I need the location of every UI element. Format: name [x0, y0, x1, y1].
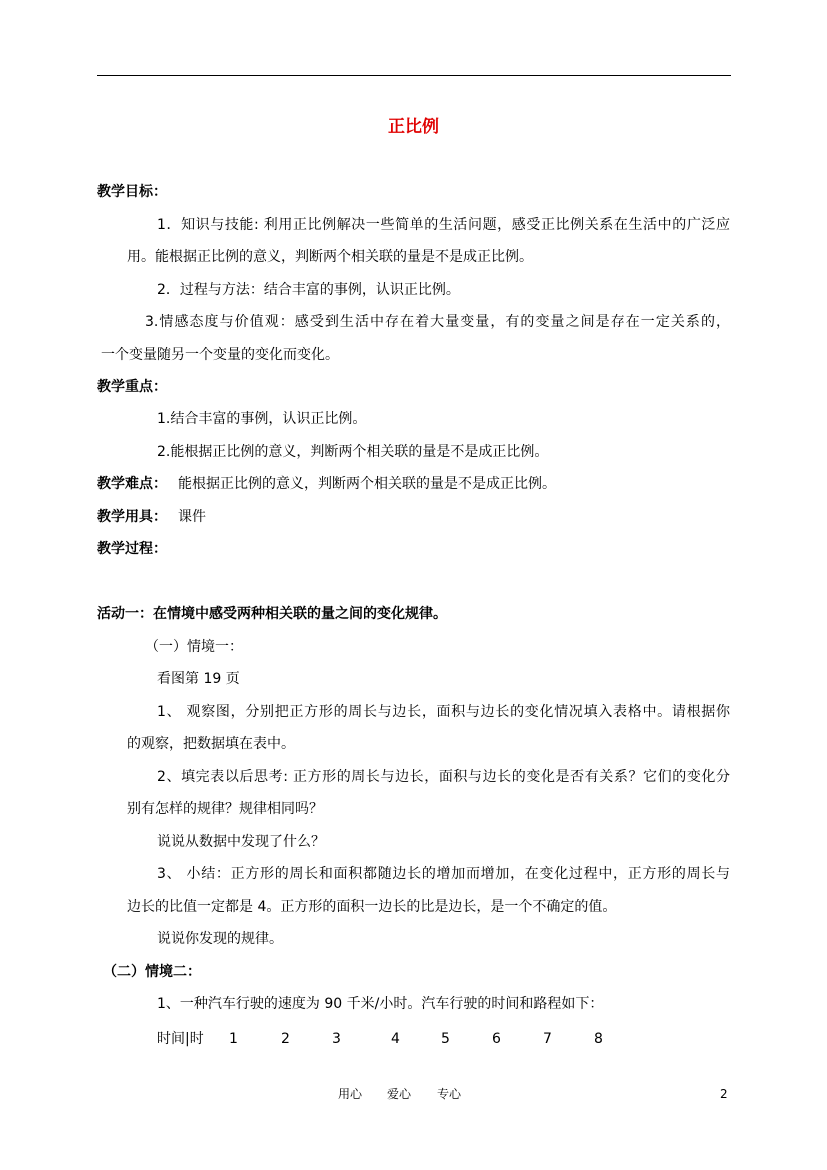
objective-2: 2．过程与方法：结合丰富的事例，认识正比例。 [157, 282, 460, 298]
summary-line-1: 3、 小结：正方形的周长和面积都随边长的增加而增加，在变化过程中，正方形的周长与 [157, 866, 730, 882]
scene2-line-1: 1、一种汽车行驶的速度为 90 千米/小时。汽车行驶的时间和路程如下： [157, 996, 604, 1012]
key-point-2: 2.能根据正比例的意义，判断两个相关联的量是不是成正比例。 [157, 444, 549, 460]
summary-line-2: 边长的比值一定都是 4。正方形的面积一边长的比是边长，是一个不确定的值。 [127, 899, 617, 915]
see-page: 看图第 19 页 [157, 671, 240, 687]
question1-line-1: 1、 观察图，分别把正方形的周长与边长，面积与边长的变化情况填入表格中。请根据你 [157, 704, 730, 720]
difficulty-heading: 教学难点： [97, 476, 167, 492]
question2-line-3: 说说从数据中发现了什么？ [157, 834, 325, 850]
scene1-title: （一）情境一： [145, 639, 243, 655]
table-value: 1 [229, 1031, 238, 1047]
question2-line-2: 别有怎样的规律？规律相同吗？ [127, 801, 323, 817]
footer-middle: 爱心 [387, 1087, 412, 1101]
table-value: 7 [543, 1031, 552, 1047]
objective-3-line-2: 一个变量随另一个变量的变化而变化。 [101, 347, 339, 363]
page-number: 2 [720, 1087, 728, 1101]
objectives-heading: 教学目标： [97, 184, 167, 200]
table-value: 4 [391, 1031, 400, 1047]
objective-1-line-1: 1．知识与技能: 利用正比例解决一些简单的生活问题，感受正比例关系在生活中的广泛应 [157, 217, 730, 233]
key-points-heading: 教学重点： [97, 379, 167, 395]
objective-1-line-2: 用。能根据正比例的意义，判断两个相关联的量是不是成正比例。 [127, 249, 533, 265]
header-rule [97, 75, 731, 76]
question1-line-2: 的观察，把数据填在表中。 [127, 736, 295, 752]
difficulty-text: 能根据正比例的意义，判断两个相关联的量是不是成正比例。 [178, 476, 556, 492]
objective-3-line-1: 3.情感态度与价值观：感受到生活中存在着大量变量，有的变量之间是存在一定关系的， [145, 314, 730, 330]
footer-left: 用心 [338, 1087, 363, 1101]
table-value: 6 [492, 1031, 501, 1047]
key-point-1: 1.结合丰富的事例，认识正比例。 [157, 411, 367, 427]
table-label: 时间|时 [157, 1031, 204, 1047]
tools-heading: 教学用具： [97, 509, 167, 525]
table-value: 8 [594, 1031, 603, 1047]
scene2-heading: （二）情境二： [103, 964, 201, 980]
footer-right: 专心 [437, 1087, 462, 1101]
table-value: 2 [281, 1031, 290, 1047]
table-value: 3 [332, 1031, 341, 1047]
tools-text: 课件 [178, 509, 206, 525]
activity1-heading: 活动一：在情境中感受两种相关联的量之间的变化规律。 [97, 606, 447, 622]
document-title: 正比例 [388, 117, 439, 137]
summary-line-3: 说说你发现的规律。 [157, 931, 283, 947]
process-heading: 教学过程： [97, 541, 167, 557]
question2-line-1: 2、填完表以后思考: 正方形的周长与边长，面积与边长的变化是否有关系？它们的变化分 [157, 769, 730, 785]
table-value: 5 [441, 1031, 450, 1047]
